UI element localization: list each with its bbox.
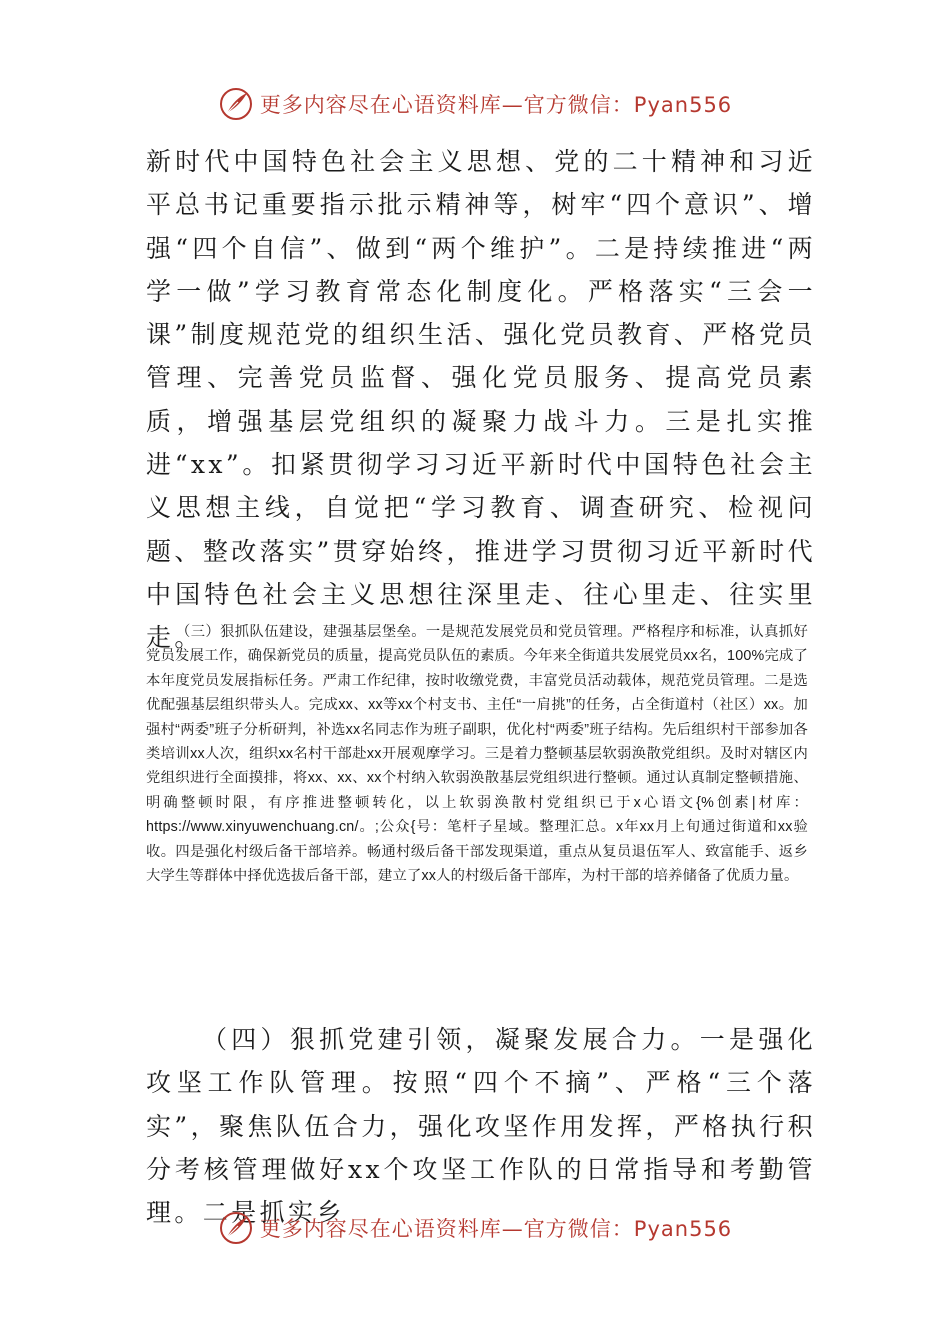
- header-banner-text: 更多内容尽在心语资料库—官方微信：Pyan556: [259, 93, 733, 117]
- body-paragraph-1: 新时代中国特色社会主义思想、党的二十精神和习近平总书记重要指示批示精神等，树牢“四个意识”、增强“四个自信”、做到“两个维护”。二是持续推进“两学一做”学习教育常态化制度化。严格落实“三会一课”制度规范党的组织生活、强化党员教育、严格党员管理、完善党员监督、强化党员服务、提高党员素质，增强基层党组织的凝聚力战斗力。三是扎实推进“xx”。扣紧贯彻学习习近平新时代中国特色社会主义思想主线，自觉把“学习教育、调查研究、检视问题、整改落实”贯穿始终，推进学习贯彻习近平新时代中国特色社会主义思想往深里走、往心里走、往实里走。: [146, 147, 816, 653]
- body-paragraph-3: （四）狠抓党建引领，凝聚发展合力。一是强化攻坚工作队管理。按照“四个不摘”、严格“三个落实”，聚焦队伍合力，强化攻坚作用发挥，严格执行积分考核管理做好xx个攻坚工作队的日常指导和考勤管理。二是抓实乡: [146, 1025, 816, 1228]
- feather-pen-logo-icon: [218, 1210, 254, 1246]
- footer-banner-text: 更多内容尽在心语资料库—官方微信：Pyan556: [259, 1217, 733, 1241]
- body-paragraph-2: （三）狠抓队伍建设，建强基层堡垒。一是规范发展党员和党员管理。严格程序和标准，认真抓好党员发展工作，确保新党员的质量，提高党员队伍的素质。今年来全街道共发展党员xx名，100%完成了本年度党员发展指标任务。严肃工作纪律，按时收缴党费，丰富党员活动载体，规范党员管理。二是选优配强基层组织带头人。完成xx、xx等xx个村支书、主任“一肩挑”的任务，占全街道村（社区）xx。加强村“两委”班子分析研判，补选xx名同志作为班子副职，优化村“两委”班子结构。先后组织村干部参加各类培训xx人次，组织xx名村干部赴xx开展观摩学习。三是着力整顿基层软弱涣散党组织。及时对辖区内党组织进行全面摸排，将xx、xx、xx个村纳入软弱涣散基层党组织进行整顿。通过认真制定整顿措施、明确整顿时限，有序推进整顿转化，以上软弱涣散村党组织已于x心语文{%创素|材库：https://www.xinyuwenchuang.cn/。;公众{号：笔杆子星域。整理汇总。x年xx月上旬通过街道和xx验收。四是强化村级后备干部培养。畅通村级后备干部发现渠道，重点从复员退伍军人、致富能手、返乡大学生等群体中择优选拔后备干部，建立了xx人的村级后备干部库，为村干部的培养储备了优质力量。: [146, 624, 808, 885]
- header-watermark-banner: [0, 82, 950, 126]
- footer-watermark-banner: [0, 1206, 950, 1250]
- feather-pen-logo-icon: [218, 86, 254, 122]
